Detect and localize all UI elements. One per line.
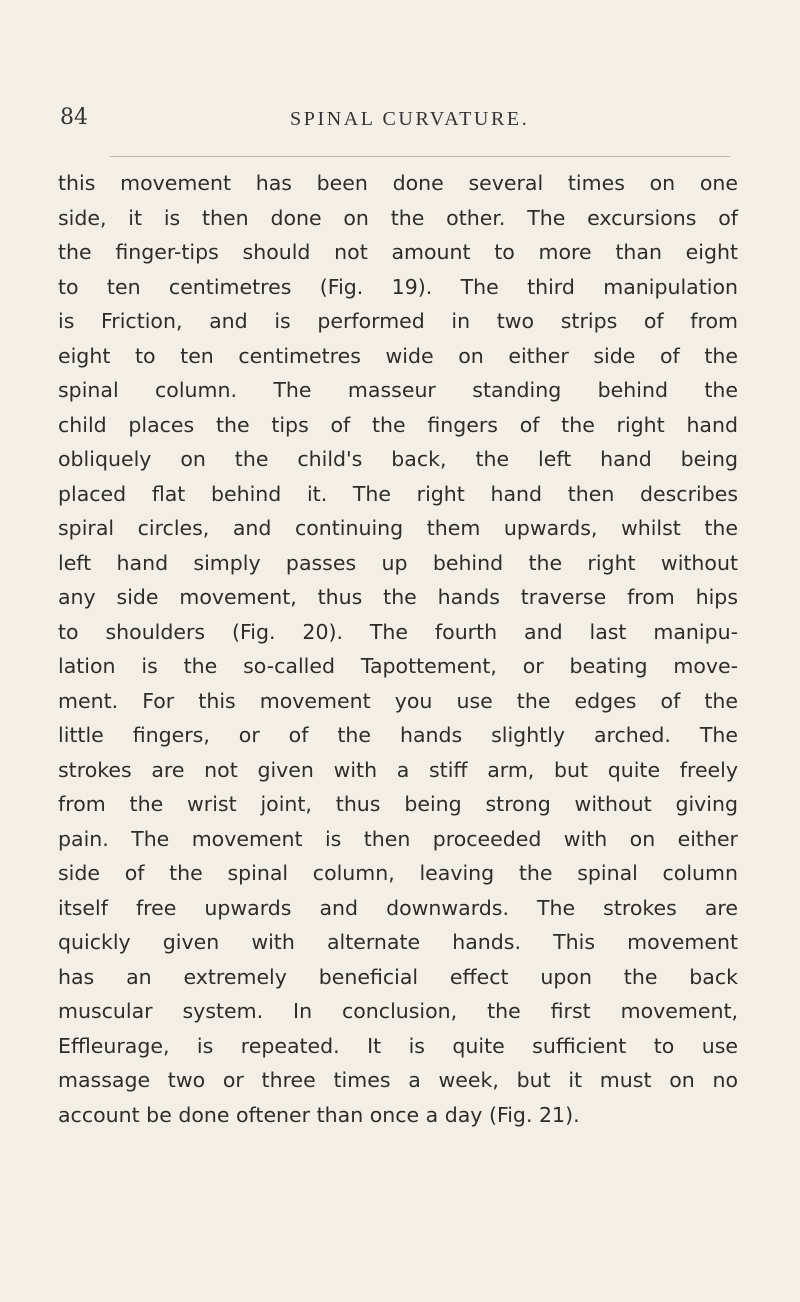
text-line: spinal column. The masseur standing behind the — [58, 378, 738, 402]
body-paragraph — [58, 166, 738, 1132]
text-line: obliquely on the child's back, the left hand being — [58, 447, 738, 471]
text-line: massage two or three times a week, but it must on no — [58, 1068, 738, 1092]
text-line: to ten centimetres (Fig. 19). The third manipulation — [58, 274, 738, 299]
text-line: left hand simply passes up behind the right without — [58, 550, 738, 575]
text-line: pain. The movement is then proceeded with on either — [58, 826, 738, 851]
text-line: itself free upwards and downwards. The strokes are — [58, 895, 738, 920]
text-line: little fingers, or of the hands slightly arched. The — [58, 723, 738, 747]
text-line: any side movement, thus the hands traverse from hips — [58, 585, 738, 609]
page-number: 84 — [60, 105, 88, 130]
text-line: eight to ten centimetres wide on either side of the — [58, 343, 738, 368]
text-line: child places the tips of the fingers of the right hand — [58, 412, 738, 437]
text-line: to shoulders (Fig. 20). The fourth and last manipu- — [58, 619, 738, 644]
text-line: from the wrist joint, thus being strong without giving — [58, 792, 738, 816]
text-line: Effleurage, is repeated. It is quite sufficient to use — [58, 1033, 738, 1058]
text-line: the finger-tips should not amount to more than eight — [58, 240, 738, 264]
text-line: has an extremely beneficial effect upon the back — [58, 964, 738, 989]
text-line: this movement has been done several times on one — [58, 171, 738, 195]
text-line: muscular system. In conclusion, the first movement, — [58, 999, 738, 1023]
text-line: side, it is then done on the other. The excursions of — [58, 205, 738, 230]
text-line: is Friction, and is performed in two strips of from — [58, 309, 738, 333]
text-line: side of the spinal column, leaving the spinal column — [58, 861, 738, 885]
text-line: spiral circles, and continuing them upwards, whilst the — [58, 516, 738, 540]
text-line: ment. For this movement you use the edges of the — [58, 688, 738, 713]
header-rule — [110, 156, 730, 157]
text-line: quickly given with alternate hands. This movement — [58, 930, 738, 954]
running-head: SPINAL CURVATURE. — [290, 108, 530, 130]
text-line: strokes are not given with a stiff arm, but quite freely — [58, 757, 738, 782]
text-line: placed flat behind it. The right hand then describes — [58, 481, 738, 506]
text-line: lation is the so-called Tapottement, or beating move- — [58, 654, 738, 678]
text-line: account be done oftener than once a day (Fig. 21). — [58, 1102, 580, 1127]
page-header — [60, 104, 740, 136]
